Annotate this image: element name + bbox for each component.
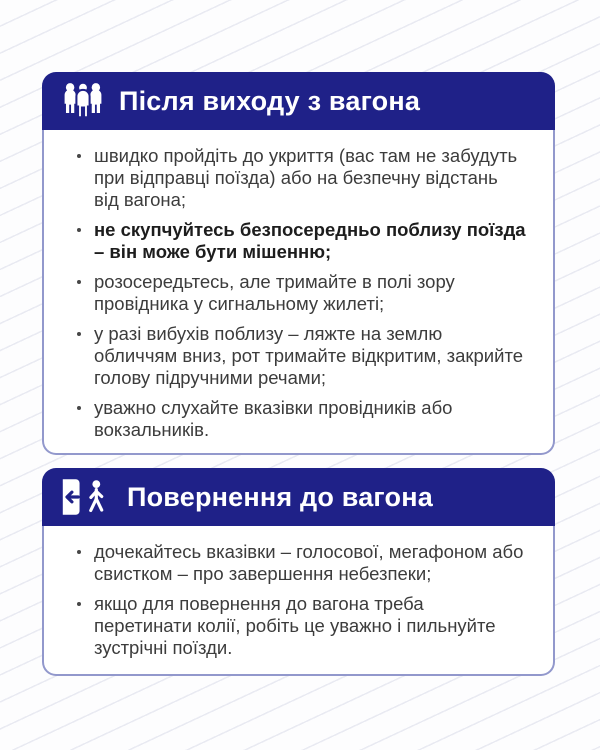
card-return-header (42, 468, 555, 526)
card-after-exit-header (42, 72, 555, 130)
after-exit-bullet-list (74, 145, 537, 441)
group-people-icon (60, 81, 106, 121)
bullet-item: якщо для повернення до вагона треба перетинати колії, робіть це уважно і пильнуйте зустрічні поїзди. (74, 593, 526, 659)
bullet-item: дочекайтесь вказівки – голосової, мегафоном або свистком – про завершення небезпеки; (74, 541, 526, 585)
return-bullet-list (74, 541, 537, 659)
card-after-exit-body (42, 130, 555, 455)
card-after-exit (42, 72, 555, 455)
bullet-item: не скупчуйтесь безпосередньо поблизу поїзда – він може бути мішенню; (74, 219, 526, 263)
bullet-item: уважно слухайте вказівки провідників або вокзальників. (74, 397, 526, 441)
enter-door-walking-person-icon (60, 478, 114, 516)
card-return-body (42, 526, 555, 676)
bullet-item: швидко пройдіть до укриття (вас там не забудуть при відправці поїзда) або на безпечну відстань від вагона; (74, 145, 526, 211)
bullet-item: розосередьтесь, але тримайте в полі зору провідника у сигнальному жилеті; (74, 271, 526, 315)
bullet-item: у разі вибухів поблизу – ляжте на землю обличчям вниз, рот тримайте відкритим, закрийте голову підручними речами; (74, 323, 526, 389)
card-return (42, 468, 555, 676)
card-after-exit-title: Після виходу з вагона (119, 85, 421, 116)
card-return-title: Повернення до вагона (127, 481, 433, 512)
